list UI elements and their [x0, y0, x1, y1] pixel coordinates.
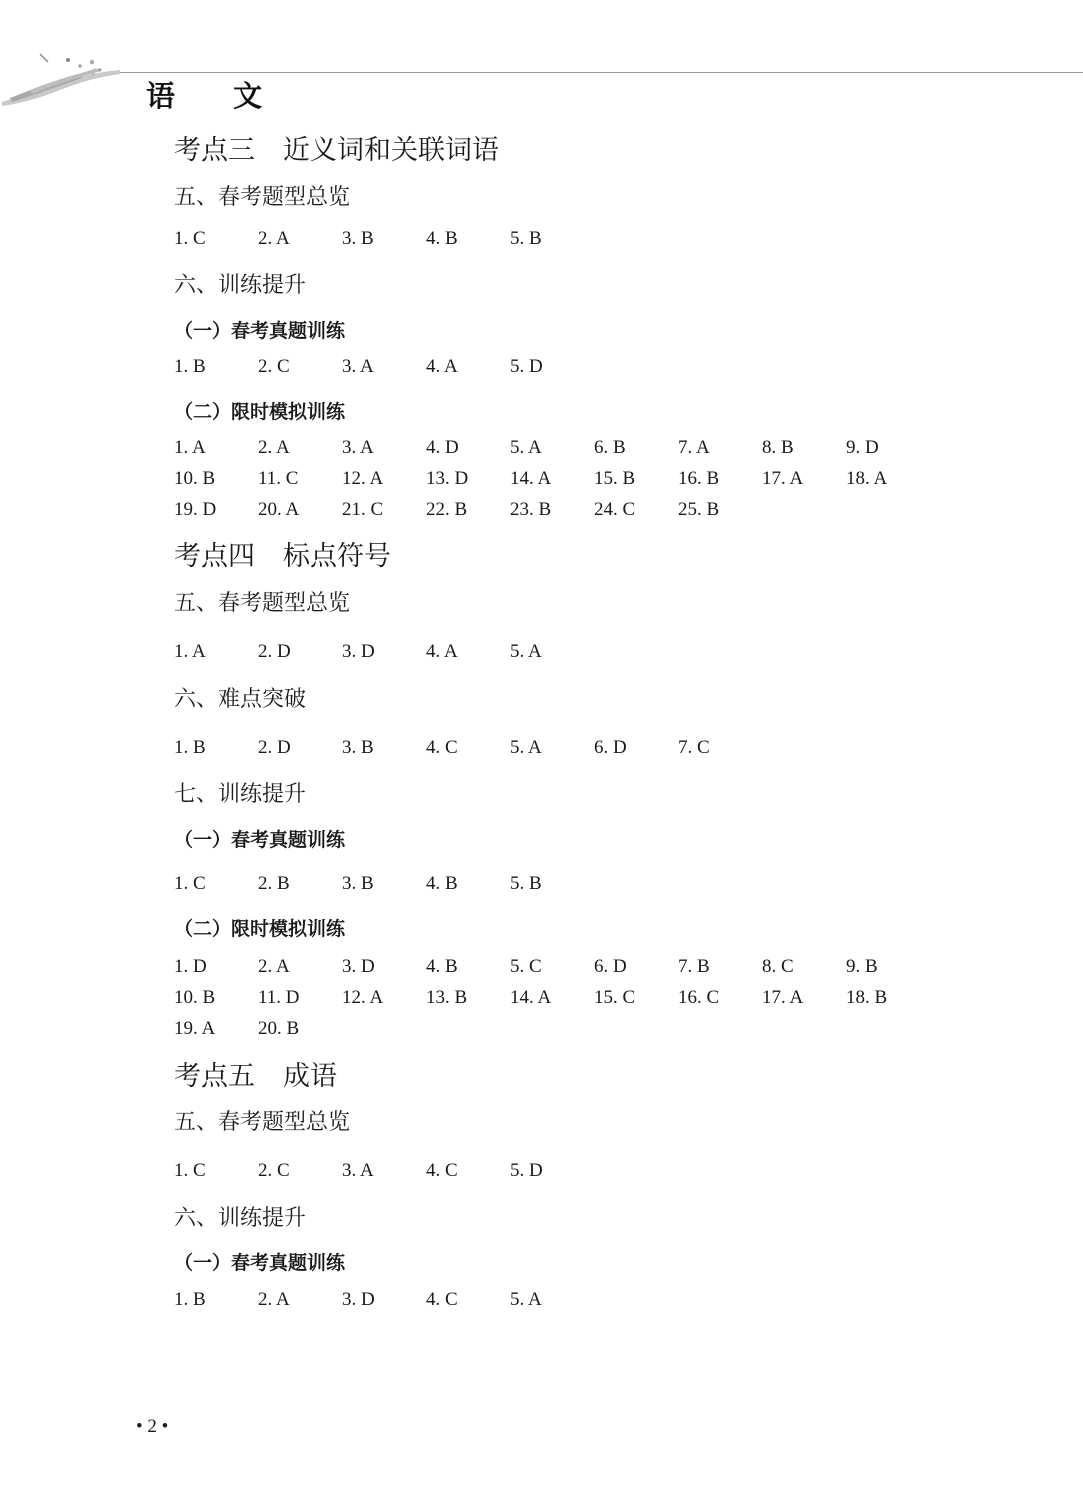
answer-item: 2. A: [258, 228, 290, 249]
answer-item: 4. C: [426, 1160, 458, 1181]
answer-item: 9. D: [846, 437, 879, 458]
section-heading: 五、春考题型总览: [174, 185, 351, 210]
answer-item: 22. B: [426, 499, 468, 520]
subsection-heading: （一）春考真题训练: [174, 320, 346, 342]
page-number: • 2 •: [136, 1416, 169, 1437]
answer-item: 5. D: [510, 1160, 543, 1181]
answer-item: 19. A: [174, 1018, 216, 1039]
topic-name: 标点符号: [283, 541, 391, 572]
answer-item: 3. A: [342, 1160, 374, 1181]
answer-item: 10. B: [174, 987, 216, 1008]
answer-item: 5. A: [510, 437, 542, 458]
answer-item: 24. C: [594, 499, 636, 520]
answer-item: 5. A: [510, 737, 542, 758]
topic-name: 成语: [283, 1061, 337, 1092]
answer-item: 5. B: [510, 873, 542, 894]
section-heading: 五、春考题型总览: [174, 591, 351, 616]
answer-item: 3. B: [342, 873, 374, 894]
answer-item: 9. B: [846, 956, 878, 977]
answer-item: 25. B: [678, 499, 720, 520]
answer-item: 2. D: [258, 737, 291, 758]
answer-item: 7. B: [678, 956, 710, 977]
answer-item: 1. B: [174, 737, 206, 758]
answer-item: 8. B: [762, 437, 794, 458]
answer-item: 1. C: [174, 873, 206, 894]
subsection-heading: （二）限时模拟训练: [174, 918, 346, 940]
answer-item: 7. A: [678, 437, 710, 458]
answer-item: 6. D: [594, 956, 627, 977]
answer-item: 5. B: [510, 228, 542, 249]
answer-item: 3. A: [342, 437, 374, 458]
topic-number: 考点四: [174, 541, 255, 572]
header-rule: [120, 72, 1083, 73]
topic-heading: [174, 128, 499, 167]
answer-item: 3. B: [342, 737, 374, 758]
answer-item: 1. A: [174, 437, 206, 458]
answer-item: 13. D: [426, 468, 469, 489]
answer-item: 7. C: [678, 737, 710, 758]
section-heading: 五、春考题型总览: [174, 1110, 351, 1135]
answer-item: 2. A: [258, 437, 290, 458]
subsection-heading: （一）春考真题训练: [174, 1252, 346, 1274]
answer-item: 10. B: [174, 468, 216, 489]
answer-item: 6. D: [594, 737, 627, 758]
answer-item: 2. C: [258, 356, 290, 377]
answer-item: 15. C: [594, 987, 636, 1008]
answer-item: 5. D: [510, 356, 543, 377]
answer-item: 3. D: [342, 641, 375, 662]
answer-item: 5. C: [510, 956, 542, 977]
answer-item: 20. B: [258, 1018, 300, 1039]
answer-item: 18. B: [846, 987, 888, 1008]
answer-item: 1. B: [174, 356, 206, 377]
answer-item: 4. B: [426, 228, 458, 249]
answer-item: 2. D: [258, 641, 291, 662]
answer-item: 15. B: [594, 468, 636, 489]
answer-item: 4. C: [426, 1289, 458, 1310]
answer-item: 11. D: [258, 987, 300, 1008]
answer-item: 4. C: [426, 737, 458, 758]
answer-item: 21. C: [342, 499, 384, 520]
answer-item: 12. A: [342, 987, 384, 1008]
answer-item: 4. B: [426, 956, 458, 977]
answer-item: 4. A: [426, 641, 458, 662]
answer-item: 2. C: [258, 1160, 290, 1181]
section-heading: 六、训练提升: [174, 273, 307, 298]
answer-item: 23. B: [510, 499, 552, 520]
answer-item: 11. C: [258, 468, 299, 489]
topic-heading: [174, 1054, 337, 1093]
answer-item: 1. A: [174, 641, 206, 662]
answer-item: 5. A: [510, 641, 542, 662]
answer-item: 3. B: [342, 228, 374, 249]
subsection-heading: （二）限时模拟训练: [174, 401, 346, 423]
section-heading: 六、训练提升: [174, 1206, 307, 1231]
subsection-heading: （一）春考真题训练: [174, 829, 346, 851]
answer-item: 3. A: [342, 356, 374, 377]
answer-item: 19. D: [174, 499, 217, 520]
answer-item: 17. A: [762, 987, 804, 1008]
answer-item: 13. B: [426, 987, 468, 1008]
section-heading: 六、难点突破: [174, 687, 307, 712]
topic-number: 考点五: [174, 1061, 255, 1092]
answer-item: 12. A: [342, 468, 384, 489]
answer-item: 14. A: [510, 987, 552, 1008]
header-decoration-icon: [0, 40, 125, 112]
answer-item: 1. B: [174, 1289, 206, 1310]
answer-item: 6. B: [594, 437, 626, 458]
answer-item: 1. C: [174, 228, 206, 249]
answer-item: 1. C: [174, 1160, 206, 1181]
answer-item: 2. A: [258, 1289, 290, 1310]
answer-item: 17. A: [762, 468, 804, 489]
answer-item: 5. A: [510, 1289, 542, 1310]
answer-item: 4. D: [426, 437, 459, 458]
answer-item: 20. A: [258, 499, 300, 520]
subject-title: 语 文: [146, 79, 287, 113]
answer-item: 3. D: [342, 1289, 375, 1310]
topic-name: 近义词和关联词语: [283, 135, 499, 166]
answer-item: 2. B: [258, 873, 290, 894]
answer-item: 1. D: [174, 956, 207, 977]
answer-item: 8. C: [762, 956, 794, 977]
answer-item: 16. B: [678, 468, 720, 489]
page-header: [0, 40, 1083, 120]
answer-item: 18. A: [846, 468, 888, 489]
answer-item: 4. B: [426, 873, 458, 894]
topic-heading: [174, 534, 391, 573]
answer-item: 4. A: [426, 356, 458, 377]
topic-number: 考点三: [174, 135, 255, 166]
answer-item: 3. D: [342, 956, 375, 977]
answer-item: 14. A: [510, 468, 552, 489]
answer-item: 2. A: [258, 956, 290, 977]
section-heading: 七、训练提升: [174, 782, 307, 807]
answer-item: 16. C: [678, 987, 720, 1008]
